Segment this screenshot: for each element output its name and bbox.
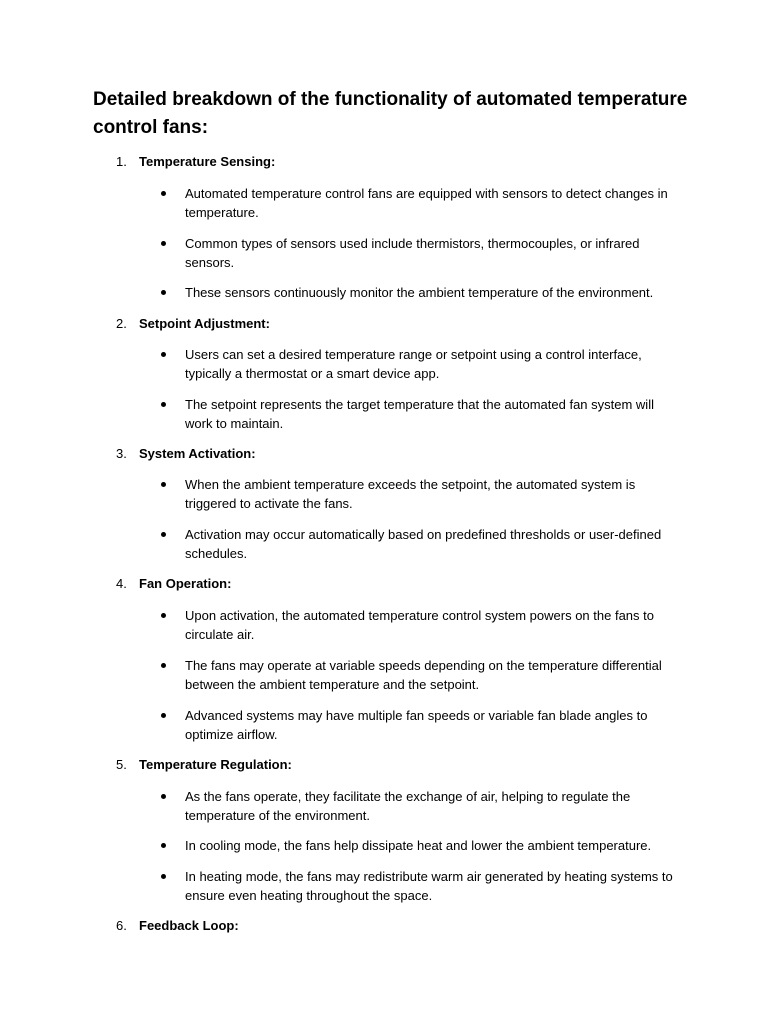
bullet-icon: [161, 402, 166, 407]
bullet-text: When the ambient temperature exceeds the setpoint, the automated system is triggered to activate the fans.: [185, 477, 636, 511]
bullet-text: Advanced systems may have multiple fan speeds or variable fan blade angles to optimize airflow.: [185, 708, 648, 742]
bullet-icon: [161, 352, 166, 357]
bullet-text: As the fans operate, they facilitate the exchange of air, helping to regulate the temperature of the environment.: [185, 789, 631, 823]
section-heading: System Activation:: [139, 446, 256, 461]
bullet-text: In heating mode, the fans may redistribute warm air generated by heating systems to ensure even heating throughout the space.: [185, 869, 673, 903]
section-heading: Setpoint Adjustment:: [139, 316, 270, 331]
page-title: Detailed breakdown of the functionality of automated temperature control fans:: [93, 89, 688, 138]
bullet-icon: [161, 290, 166, 295]
bullet-icon: [161, 713, 166, 718]
bullet-icon: [161, 613, 166, 618]
bullet-icon: [161, 874, 166, 879]
section-number: 3.: [116, 446, 127, 461]
section-number: 6.: [116, 918, 127, 933]
bullet-text: These sensors continuously monitor the ambient temperature of the environment.: [185, 285, 654, 300]
section-number: 2.: [116, 316, 127, 331]
bullet-icon: [161, 482, 166, 487]
section-number: 4.: [116, 576, 127, 591]
section-number: 5.: [116, 757, 127, 772]
bullet-text: In cooling mode, the fans help dissipate heat and lower the ambient temperature.: [185, 838, 652, 853]
section-heading: Temperature Regulation:: [139, 757, 292, 772]
bullet-icon: [161, 794, 166, 799]
bullet-text: The setpoint represents the target temperature that the automated fan system will work to maintain.: [185, 397, 654, 431]
bullet-icon: [161, 241, 166, 246]
bullet-text: Activation may occur automatically based on predefined thresholds or user-defined schedules.: [185, 527, 662, 561]
section-heading: Fan Operation:: [139, 576, 232, 591]
section-heading: Temperature Sensing:: [139, 154, 276, 169]
bullet-text: Users can set a desired temperature range or setpoint using a control interface, typically a thermostat or a smart device app.: [185, 347, 642, 381]
bullet-icon: [161, 532, 166, 537]
bullet-text: The fans may operate at variable speeds depending on the temperature differential between the ambient temperature and the setpoint.: [185, 658, 662, 692]
section-number: 1.: [116, 154, 127, 169]
bullet-icon: [161, 843, 166, 848]
bullet-icon: [161, 191, 166, 196]
bullet-text: Automated temperature control fans are equipped with sensors to detect changes in temperature.: [185, 186, 668, 220]
bullet-text: Common types of sensors used include thermistors, thermocouples, or infrared sensors.: [185, 236, 640, 270]
bullet-icon: [161, 663, 166, 668]
bullet-text: Upon activation, the automated temperature control system powers on the fans to circulate air.: [185, 608, 654, 642]
section-heading: Feedback Loop:: [139, 918, 239, 933]
